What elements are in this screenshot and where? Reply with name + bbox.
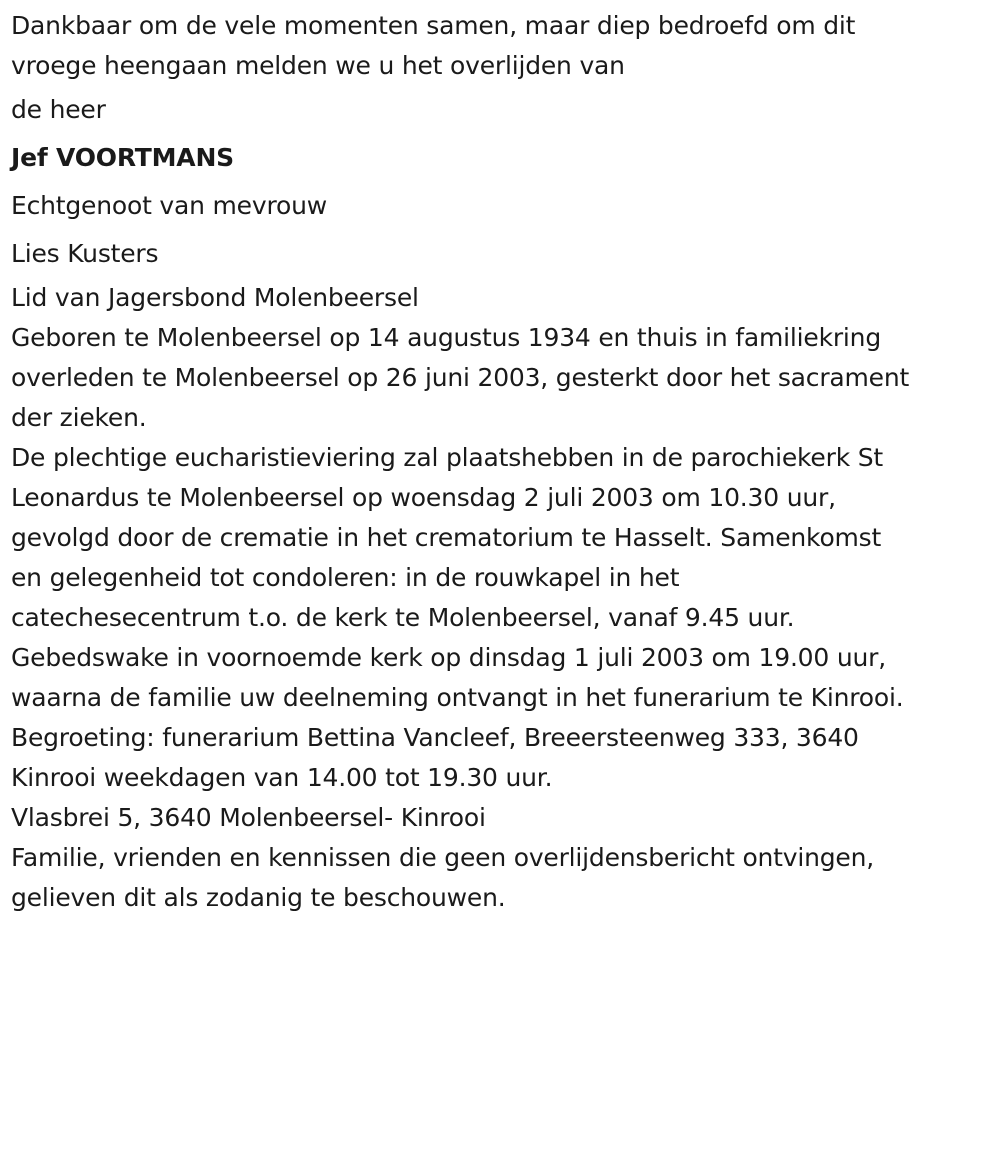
closing-line: gelieven dit als zodanig te beschouwen. (11, 883, 506, 912)
death-notice (11, 6, 996, 918)
address: Vlasbrei 5, 3640 Molenbeersel- Kinrooi (11, 803, 486, 832)
intro-line: Dankbaar om de vele momenten samen, maar diep bedroefd om dit (11, 11, 856, 40)
ceremony-line: Begroeting: funerarium Bettina Vancleef, Breeersteenweg 333, 3640 (11, 723, 859, 752)
intro-paragraph (11, 6, 996, 86)
birth-death-line: Geboren te Molenbeersel op 14 augustus 1934 en thuis in familiekring (11, 323, 881, 352)
membership: Lid van Jagersbond Molenbeersel (11, 283, 419, 312)
closing-line: Familie, vrienden en kennissen die geen overlijdensbericht ontvingen, (11, 843, 875, 872)
ceremony-line: Kinrooi weekdagen van 14.00 tot 19.30 uur. (11, 763, 553, 792)
closing-paragraph (11, 838, 996, 918)
ceremony-line: De plechtige eucharistieviering zal plaatshebben in de parochiekerk St (11, 443, 883, 472)
honorific: de heer (11, 95, 106, 124)
ceremony-paragraph (11, 438, 996, 798)
ceremony-line: en gelegenheid tot condoleren: in de rouwkapel in het (11, 563, 680, 592)
ceremony-line: Leonardus te Molenbeersel op woensdag 2 juli 2003 om 10.30 uur, (11, 483, 836, 512)
spouse-name: Lies Kusters (11, 239, 159, 268)
deceased-name: Jef VOORTMANS (11, 143, 234, 172)
ceremony-line: gevolgd door de crematie in het crematorium te Hasselt. Samenkomst (11, 523, 882, 552)
birth-death-paragraph (11, 318, 996, 438)
ceremony-line: catechesecentrum t.o. de kerk te Molenbeersel, vanaf 9.45 uur. (11, 603, 795, 632)
birth-death-line: der zieken. (11, 403, 147, 432)
ceremony-line: waarna de familie uw deelneming ontvangt in het funerarium te Kinrooi. (11, 683, 904, 712)
spouse-label: Echtgenoot van mevrouw (11, 191, 327, 220)
ceremony-line: Gebedswake in voornoemde kerk op dinsdag 1 juli 2003 om 19.00 uur, (11, 643, 886, 672)
birth-death-line: overleden te Molenbeersel op 26 juni 2003, gesterkt door het sacrament (11, 363, 910, 392)
intro-line: vroege heengaan melden we u het overlijden van (11, 51, 625, 80)
